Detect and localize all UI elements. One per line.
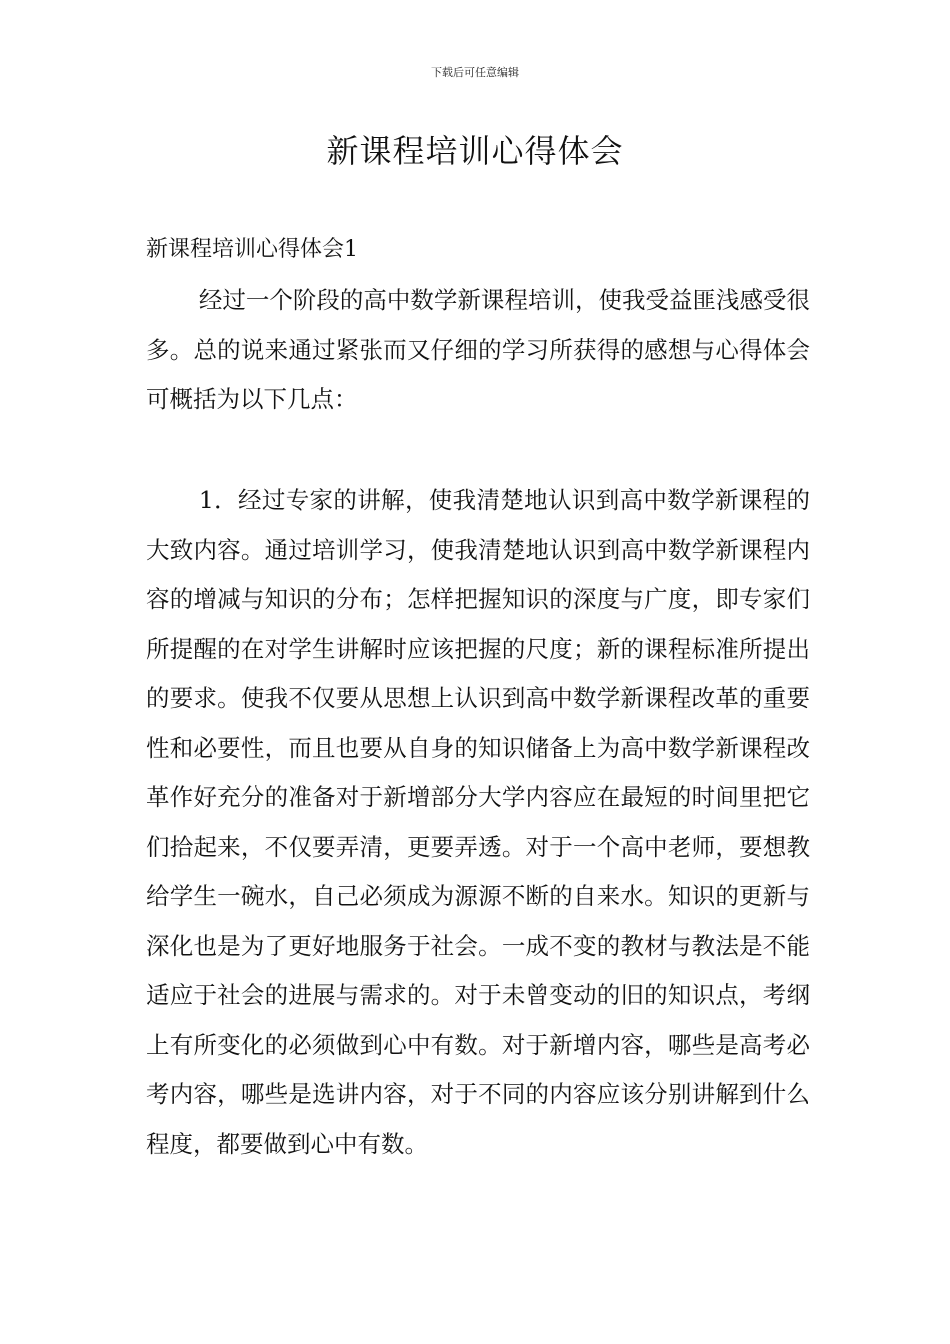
document-title: 新课程培训心得体会 bbox=[326, 132, 624, 170]
paragraph-point-1: 1．经过专家的讲解，使我清楚地认识到高中数学新课程的大致内容。通过培训学习，使我清楚地认识到高中数学新课程内容的增减与知识的分布；怎样把握知识的深度与广度，即专家们所提醒的在对学生讲解时应该把握的尺度；新的课程标准所提出的要求。使我不仅要从思想上认识到高中数学新课程改革的重要性和必要性，而且也要从自身的知识储备上为高中数学新课程改革作好充分的准备对于新增部分大学内容应在最短的时间里把它们拾起来，不仅要弄清，更要弄透。对于一个高中老师，要想教给学生一碗水，自己必须成为源源不断的自来水。知识的更新与深化也是为了更好地服务于社会。一成不变的教材与教法是不能适应于社会的进展与需求的。对于未曾变动的旧的知识点，考纲上有所变化的必须做到心中有数。对于新增内容，哪些是高考必考内容，哪些是选讲内容，对于不同的内容应该分别讲解到什么程度，都要做到心中有数。 bbox=[146, 486, 810, 1158]
paragraph-intro: 经过一个阶段的高中数学新课程培训，使我受益匪浅感受很多。总的说来通过紧张而又仔细的学习所获得的感想与心得体会可概括为以下几点： bbox=[146, 286, 810, 413]
header-note: 下载后可任意编辑 bbox=[431, 66, 519, 79]
section-heading: 新课程培训心得体会1 bbox=[146, 237, 358, 262]
